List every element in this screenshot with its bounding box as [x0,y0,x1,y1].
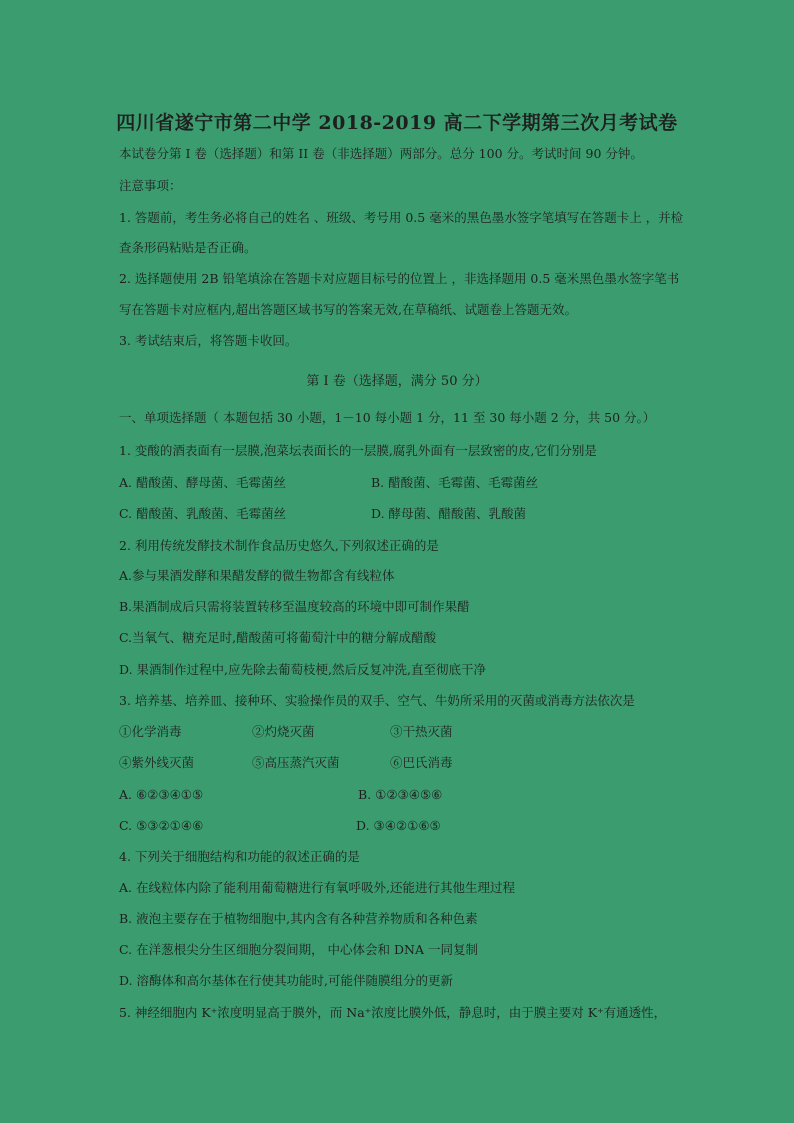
q3-item: ②灼烧灭菌 [252,724,315,739]
q2-option-d: D. 果酒制作过程中,应先除去葡萄枝梗,然后反复冲洗,直至彻底干净 [119,662,486,677]
exam-title: 四川省遂宁市第二中学 2018-2019 高二下学期第三次月考试卷 [116,112,678,134]
q3-item: ①化学消毒 [119,724,182,739]
q4-option-a: A. 在线粒体内除了能利用葡萄糖进行有氧呼吸外,还能进行其他生理过程 [119,880,515,895]
note-line: 3. 考试结束后，将答题卡收回。 [119,333,298,348]
intro-text: 本试卷分第 I 卷（选择题）和第 II 卷（非选择题）两部分。总分 100 分。考试时间 90 分钟。 [119,146,643,161]
q3-item: ⑥巴氏消毒 [390,755,453,770]
note-line: 1. 答题前，考生务必将自己的姓名 、班级、考号用 0.5 毫米的黑色墨水签字笔填写在答题卡上 ，并检 [119,210,684,225]
q4-option-c: C. 在洋葱根尖分生区细胞分裂间期， 中心体会和 DNA 一同复制 [119,942,478,957]
section-instructions: 一、单项选择题（ 本题包括 30 小题，1－10 每小题 1 分，11 至 30 每小题 2 分，共 50 分。） [119,410,656,425]
q2-option-a: A.参与果酒发酵和果醋发酵的微生物都含有线粒体 [119,568,395,583]
q4-option-d: D. 溶酶体和高尔基体在行使其功能时,可能伴随膜组分的更新 [119,973,453,988]
question-1-stem: 1. 变酸的酒表面有一层膜,泡菜坛表面长的一层膜,腐乳外面有一层致密的皮,它们分别是 [119,443,597,458]
q3-option-b: B. ①②③④⑤⑥ [358,787,443,802]
q1-option-b: B. 醋酸菌、毛霉菌、毛霉菌丝 [371,475,539,490]
question-3-stem: 3. 培养基、培养皿、接种环、实验操作员的双手、空气、牛奶所采用的灭菌或消毒方法依次是 [119,693,635,708]
note-line: 写在答题卡对应框内,超出答题区域书写的答案无效,在草稿纸、试题卷上答题无效。 [119,302,577,317]
q3-item: ④紫外线灭菌 [119,755,195,770]
q3-item: ③干热灭菌 [390,724,453,739]
q1-option-d: D. 酵母菌、醋酸菌、乳酸菌 [371,506,527,521]
q1-option-a: A. 醋酸菌、酵母菌、毛霉菌丝 [119,475,286,490]
q3-option-c: C. ⑤③②①④⑥ [119,818,204,833]
question-5-stem: 5. 神经细胞内 K⁺浓度明显高于膜外，而 Na⁺浓度比膜外低，静息时，由于膜主要对 K⁺有通透性， [119,1005,667,1020]
question-2-stem: 2. 利用传统发酵技术制作食品历史悠久,下列叙述正确的是 [119,538,439,553]
note-line: 查条形码粘贴是否正确。 [119,240,257,255]
notes-heading: 注意事项： [119,178,182,193]
q3-option-a: A. ⑥②③④①⑤ [119,787,204,802]
q2-option-c: C.当氧气、糖充足时,醋酸菌可将葡萄汁中的糖分解成醋酸 [119,630,437,645]
q4-option-b: B. 液泡主要存在于植物细胞中,其内含有各种营养物质和各种色素 [119,911,478,926]
q1-option-c: C. 醋酸菌、乳酸菌、毛霉菌丝 [119,506,287,521]
q3-option-d: D. ③④②①⑥⑤ [356,818,441,833]
question-4-stem: 4. 下列关于细胞结构和功能的叙述正确的是 [119,849,360,864]
q2-option-b: B.果酒制成后只需将装置转移至温度较高的环境中即可制作果醋 [119,599,470,614]
section-title: 第 I 卷（选择题，满分 50 分） [306,374,488,389]
note-line: 2. 选择题使用 2B 铅笔填涂在答题卡对应题目标号的位置上 ，非选择题用 0.5 毫米黑色墨水签字笔书 [119,271,680,286]
q3-item: ⑤高压蒸汽灭菌 [252,755,340,770]
